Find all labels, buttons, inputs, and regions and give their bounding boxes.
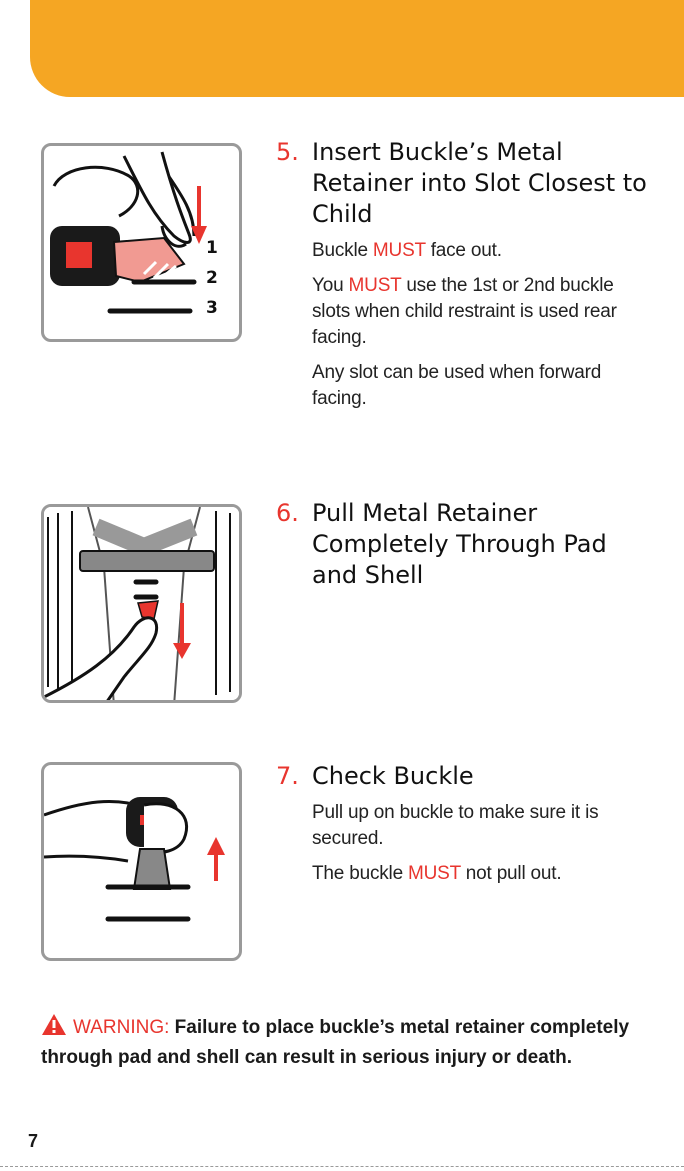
step-6 (276, 498, 656, 591)
slot-label-3: 3 (206, 298, 218, 318)
illustration-insert-buckle (41, 143, 242, 342)
warning-label: WARNING: (73, 1017, 170, 1038)
step-5-paragraph: Any slot can be used when forward facing. (312, 362, 602, 409)
step-5-number: 5. (276, 138, 299, 166)
step-5-paragraph: Buckle MUST face out. (312, 240, 502, 261)
illustration-pull-retainer (41, 504, 242, 703)
warning-block (41, 1013, 641, 1071)
header-band (30, 0, 684, 97)
step-7 (276, 761, 656, 896)
page-number: 7 (28, 1131, 39, 1151)
step-7-title: 7. Check Buckle (276, 762, 474, 790)
step-7-paragraph: The buckle MUST not pull out. (312, 863, 562, 884)
slot-label-2: 2 (206, 268, 218, 288)
illustration-check-buckle (41, 762, 242, 961)
step-5-title: 5. Insert Buckle’s Metal Retainer into Slot Closest to Child (276, 138, 647, 228)
slot-label-1: 1 (206, 238, 218, 258)
footer-divider (0, 1166, 684, 1167)
step-6-number: 6. (276, 499, 299, 527)
step-7-number: 7. (276, 762, 299, 790)
step-5-paragraph: You MUST use the 1st or 2nd buckle slots when child restraint is used rear facing. (312, 275, 617, 348)
step-6-title: 6. Pull Metal Retainer Completely Through Pad and Shell (276, 499, 607, 589)
step-7-paragraph: Pull up on buckle to make sure it is secured. (312, 802, 599, 849)
step-5 (276, 137, 656, 421)
warning-triangle-icon (41, 1013, 67, 1044)
warning-text: Failure to place buckle’s metal retainer completely through pad and shell can result in serious injury or death. (41, 1017, 630, 1068)
